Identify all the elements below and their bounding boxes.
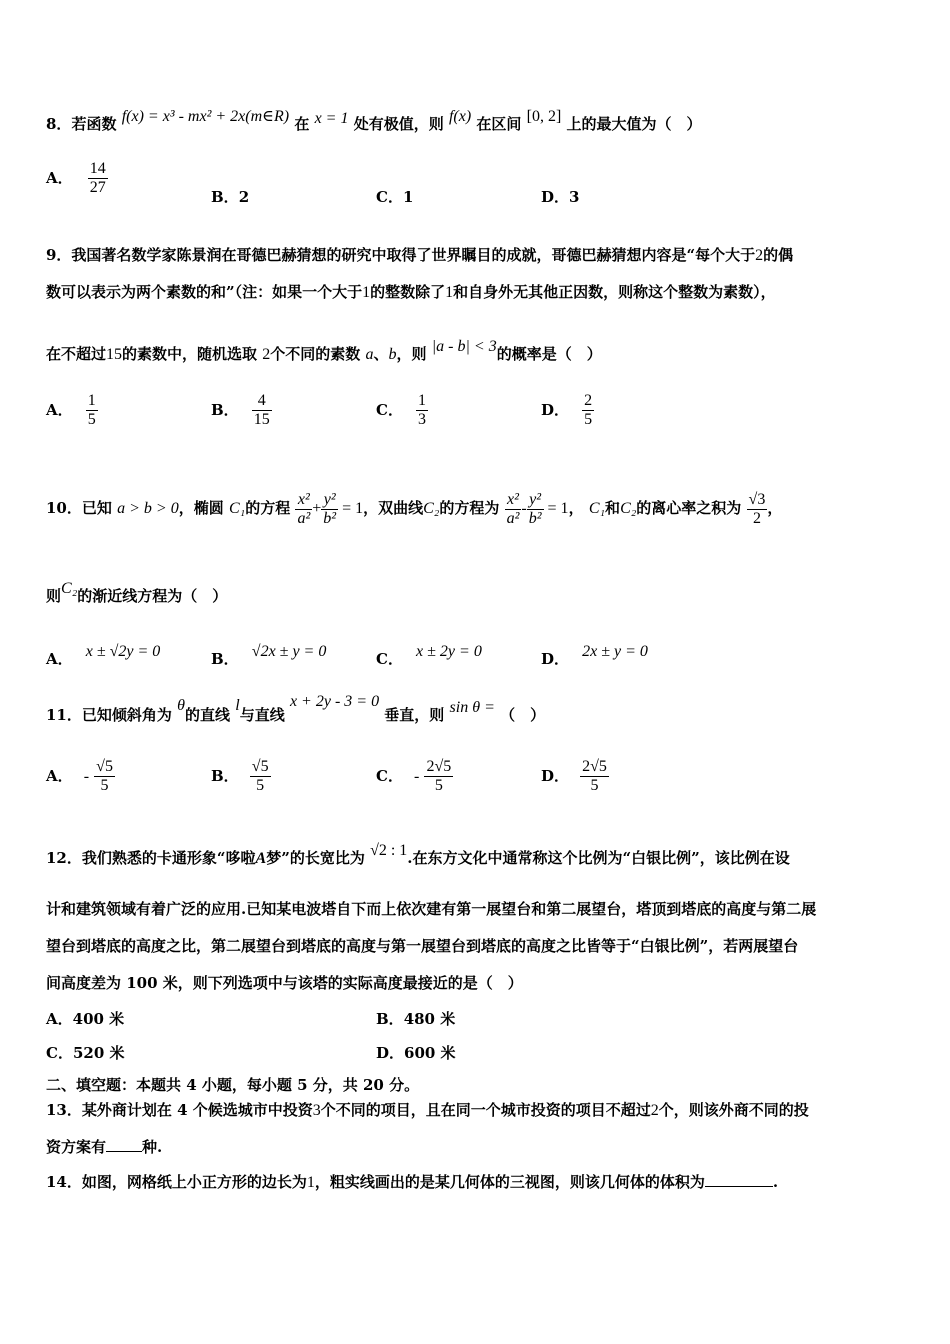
fraction: $\frac{4}{15}$ — [253, 392, 270, 428]
q11-stem: 11．已知倾斜角为 θ的直线 l与直线 x + 2y - 3 = 0 垂直，则 sin θ = （ ） — [46, 693, 546, 724]
q8-option-b: B．2 — [211, 188, 250, 206]
q9-line-2: 数可以表示为两个素数的和”（注：如果一个大于1的整数除了1和自身外无其他正因数，则称这个整数为素数）， — [46, 283, 776, 301]
q8-stem: 8．若函数 f(x) = x³ - mx² + 2x(m∈R) 在 x = 1 处有极值，则 f(x) 在区间 [0, 2] 上的最大值为（ ） — [46, 108, 702, 133]
q12-line-1: 12．我们熟悉的卡通形象“哆啦A梦”的长宽比为 √2 : 1.在东方文化中通常称这个比例为“白银比例”，该比例在设 — [46, 842, 790, 867]
fraction: $\frac{2√5}{5}$ — [426, 758, 452, 794]
q9-line-1: 9．我国著名数学家陈景润在哥德巴赫猜想的研究中取得了世界瞩目的成就，哥德巴赫猜想内容是“每个大于2的偶 — [46, 246, 794, 264]
q12-option-b: B．480 米 — [376, 1010, 456, 1028]
q11-option-d: D． $\frac{2√5}{5}$ — [541, 758, 607, 794]
fraction: $\frac{2√5}{5}$ — [582, 758, 607, 794]
q8-option-c: C．1 — [376, 188, 414, 206]
hyperbola-x-term: $\frac{\text{x²}}{\text{a²}}$ — [506, 490, 520, 527]
q8-option-d: D．3 — [541, 188, 580, 206]
fraction: $\frac{14}{27}$ — [89, 160, 106, 196]
q8-formula: f(x) = x³ - mx² + 2x(m∈R) — [121, 108, 290, 125]
fraction: $\frac{√5}{5}$ — [251, 758, 269, 794]
q10-option-b: B． √2x ± y = 0 — [211, 643, 327, 668]
q12-line-2: 计和建筑领域有着广泛的应用.已知某电波塔自下而上依次建有第一展望台和第二展望台，塔顶到塔底的高度与第二展 — [46, 900, 817, 918]
fraction: $\frac{√5}{5}$ — [96, 758, 113, 794]
q10-option-c: C． x ± 2y = 0 — [376, 643, 482, 668]
q12-option-d: D．600 米 — [376, 1044, 456, 1062]
fraction: $\frac{2}{5}$ — [584, 392, 593, 428]
eccentricity-product: $\frac{√3}{2}$ — [748, 490, 766, 527]
q13-line-2: 资方案有 种. — [46, 1138, 163, 1156]
q12-option-c: C．520 米 — [46, 1044, 125, 1062]
section-heading: 二、填空题：本题共 4 小题，每小题 5 分，共 20 分。 — [46, 1076, 420, 1094]
answer-blank — [705, 1186, 773, 1187]
fraction: $\frac{1}{5}$ — [87, 392, 96, 428]
q9-condition: |a - b| < 3 — [431, 338, 497, 355]
q9-option-d: D． $\frac{2}{5}$ — [541, 392, 593, 428]
q8-option-a: A． $\frac{14}{27}$ — [46, 160, 106, 196]
hyperbola-y-term: $\frac{\text{y²}}{\text{b²}}$ — [528, 490, 542, 527]
q10-option-a: A． x ± √2y = 0 — [46, 643, 161, 668]
q10-option-d: D． 2x ± y = 0 — [541, 643, 648, 668]
ellipse-x-term: $\frac{\text{x²}}{\text{a²}}$ — [297, 490, 311, 527]
q8-interval: [0, 2] — [526, 108, 562, 125]
q8-condition: x = 1 — [314, 110, 349, 127]
q9-option-a: A． $\frac{1}{5}$ — [46, 392, 96, 428]
q12-line-3: 望台到塔底的高度之比，第二展望台到塔底的高度与第一展望台到塔底的高度之比皆等于“白银比例”，若两展望台 — [46, 937, 799, 955]
answer-blank — [106, 1151, 142, 1152]
q12-line-4: 间高度差为 100 米，则下列选项中与该塔的实际高度最接近的是（ ） — [46, 974, 523, 992]
q9-line-3: 在不超过15的素数中，随机选取 2个不同的素数 a、b，则 |a - b| < 3的概率是（ ） — [46, 338, 602, 363]
q12-option-a: A．400 米 — [46, 1010, 125, 1028]
q10-line-1: 10．已知 a > b > 0，椭圆 C₁的方程 $\frac{\text{x²}}{\text{a²}}$ + $\frac{\text{y²}}{\text{b²}}$ = 1，双曲线C₂的方程为 $\frac{\text{x²}}{\text{a²}}$ - $\frac{\text{y²}}{\text{b²}}$ = 1， C₁和C₂的离心率之积为 $\frac{√3}{2}$ ， — [46, 490, 783, 527]
q9-option-b: B． $\frac{4}{15}$ — [211, 392, 270, 428]
q10-line-2: 则C₂的渐近线方程为（ ） — [46, 580, 228, 605]
q13-line-1: 13．某外商计划在 4 个候选城市中投资3个不同的项目，且在同一个城市投资的项目不超过2个，则该外商不同的投 — [46, 1101, 809, 1119]
q11-option-c: C． - $\frac{2√5}{5}$ — [376, 758, 452, 794]
q11-option-b: B． $\frac{√5}{5}$ — [211, 758, 269, 794]
q11-option-a: A． - $\frac{√5}{5}$ — [46, 758, 113, 794]
q9-option-c: C． $\frac{1}{3}$ — [376, 392, 427, 428]
q8-fx: f(x) — [448, 108, 472, 125]
ellipse-y-term: $\frac{\text{y²}}{\text{b²}}$ — [323, 490, 337, 527]
fraction: $\frac{1}{3}$ — [418, 392, 427, 428]
q14-stem: 14．如图，网格纸上小正方形的边长为1，粗实线画出的是某几何体的三视图，则该几何体的体积为 . — [46, 1173, 779, 1191]
